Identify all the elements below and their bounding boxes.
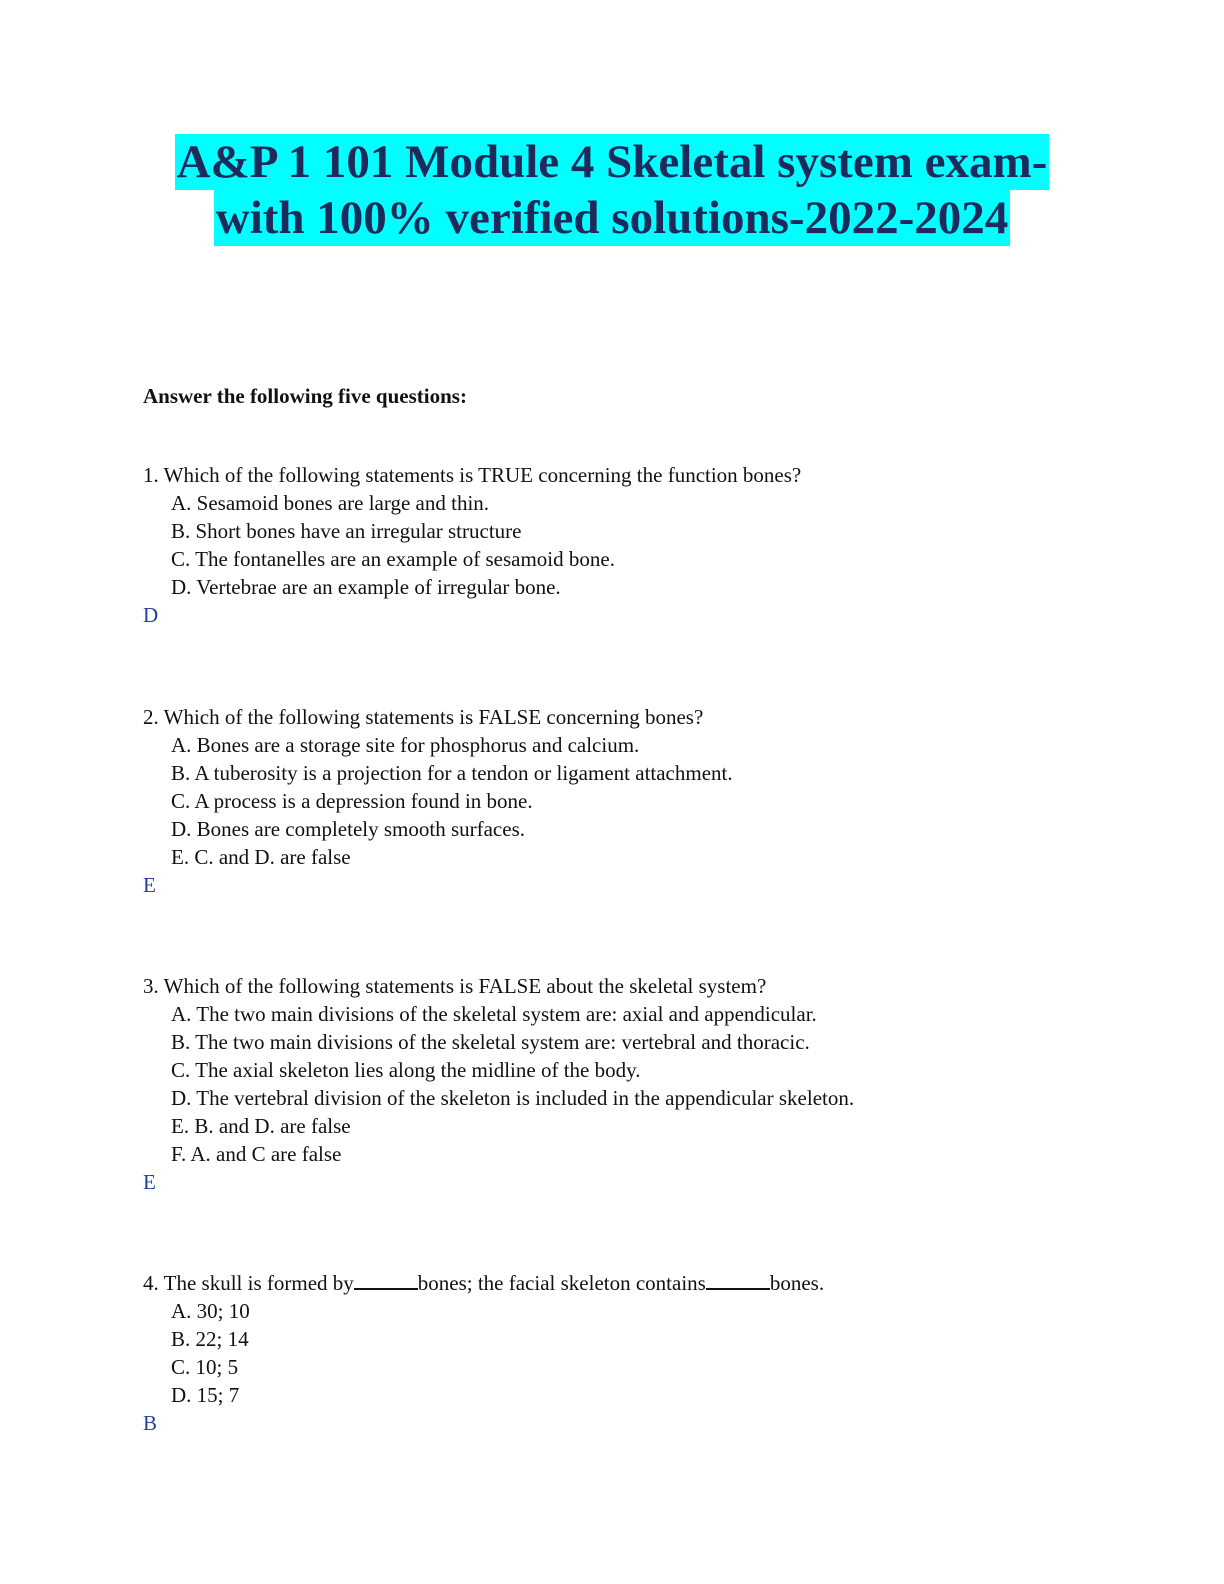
answer-key: E bbox=[143, 873, 156, 897]
question-1 bbox=[143, 461, 801, 629]
option-b: B. Short bones have an irregular structure bbox=[171, 519, 522, 543]
question-3 bbox=[143, 972, 854, 1196]
option-a: A. Bones are a storage site for phosphorus and calcium. bbox=[171, 733, 640, 757]
question-text-part-1: 4. The skull is formed by bbox=[143, 1271, 354, 1295]
answer-key: D bbox=[143, 603, 159, 627]
option-c: C. The fontanelles are an example of sesamoid bone. bbox=[171, 547, 615, 571]
answer-key: E bbox=[143, 1170, 156, 1194]
option-c: C. 10; 5 bbox=[171, 1355, 239, 1379]
title-line-2: with 100% verified solutions-2022-2024 bbox=[215, 192, 1009, 244]
option-f: F. A. and C are false bbox=[171, 1142, 342, 1166]
title-line-1: A&P 1 101 Module 4 Skeletal system exam- bbox=[176, 136, 1048, 188]
option-e: E. C. and D. are false bbox=[171, 845, 351, 869]
document-title bbox=[0, 134, 1224, 246]
option-c: C. A process is a depression found in bone. bbox=[171, 789, 533, 813]
question-4 bbox=[143, 1269, 824, 1437]
option-b: B. A tuberosity is a projection for a tendon or ligament attachment. bbox=[171, 761, 733, 785]
question-text-part-2: bones; the facial skeleton contains bbox=[417, 1271, 706, 1295]
question-text-part-3: bones. bbox=[769, 1271, 825, 1295]
option-a: A. 30; 10 bbox=[171, 1299, 250, 1323]
option-d: D. 15; 7 bbox=[171, 1383, 240, 1407]
option-e: E. B. and D. are false bbox=[171, 1114, 351, 1138]
question-2 bbox=[143, 703, 733, 899]
option-c: C. The axial skeleton lies along the midline of the body. bbox=[171, 1058, 641, 1082]
fill-in-blank bbox=[354, 1270, 418, 1290]
question-text: 1. Which of the following statements is TRUE concerning the function bones? bbox=[143, 463, 802, 487]
option-d: D. The vertebral division of the skeleton is included in the appendicular skeleton. bbox=[171, 1086, 855, 1110]
option-b: B. 22; 14 bbox=[171, 1327, 249, 1351]
option-a: A. The two main divisions of the skeletal system are: axial and appendicular. bbox=[171, 1002, 817, 1026]
fill-in-blank bbox=[706, 1270, 770, 1290]
instructions-heading: Answer the following five questions: bbox=[143, 384, 467, 408]
option-a: A. Sesamoid bones are large and thin. bbox=[171, 491, 490, 515]
option-b: B. The two main divisions of the skeletal system are: vertebral and thoracic. bbox=[171, 1030, 810, 1054]
question-text: 2. Which of the following statements is FALSE concerning bones? bbox=[143, 705, 704, 729]
question-text bbox=[143, 1269, 824, 1297]
option-d: D. Vertebrae are an example of irregular bone. bbox=[171, 575, 561, 599]
option-d: D. Bones are completely smooth surfaces. bbox=[171, 817, 525, 841]
question-text: 3. Which of the following statements is FALSE about the skeletal system? bbox=[143, 974, 767, 998]
answer-key: B bbox=[143, 1411, 158, 1435]
